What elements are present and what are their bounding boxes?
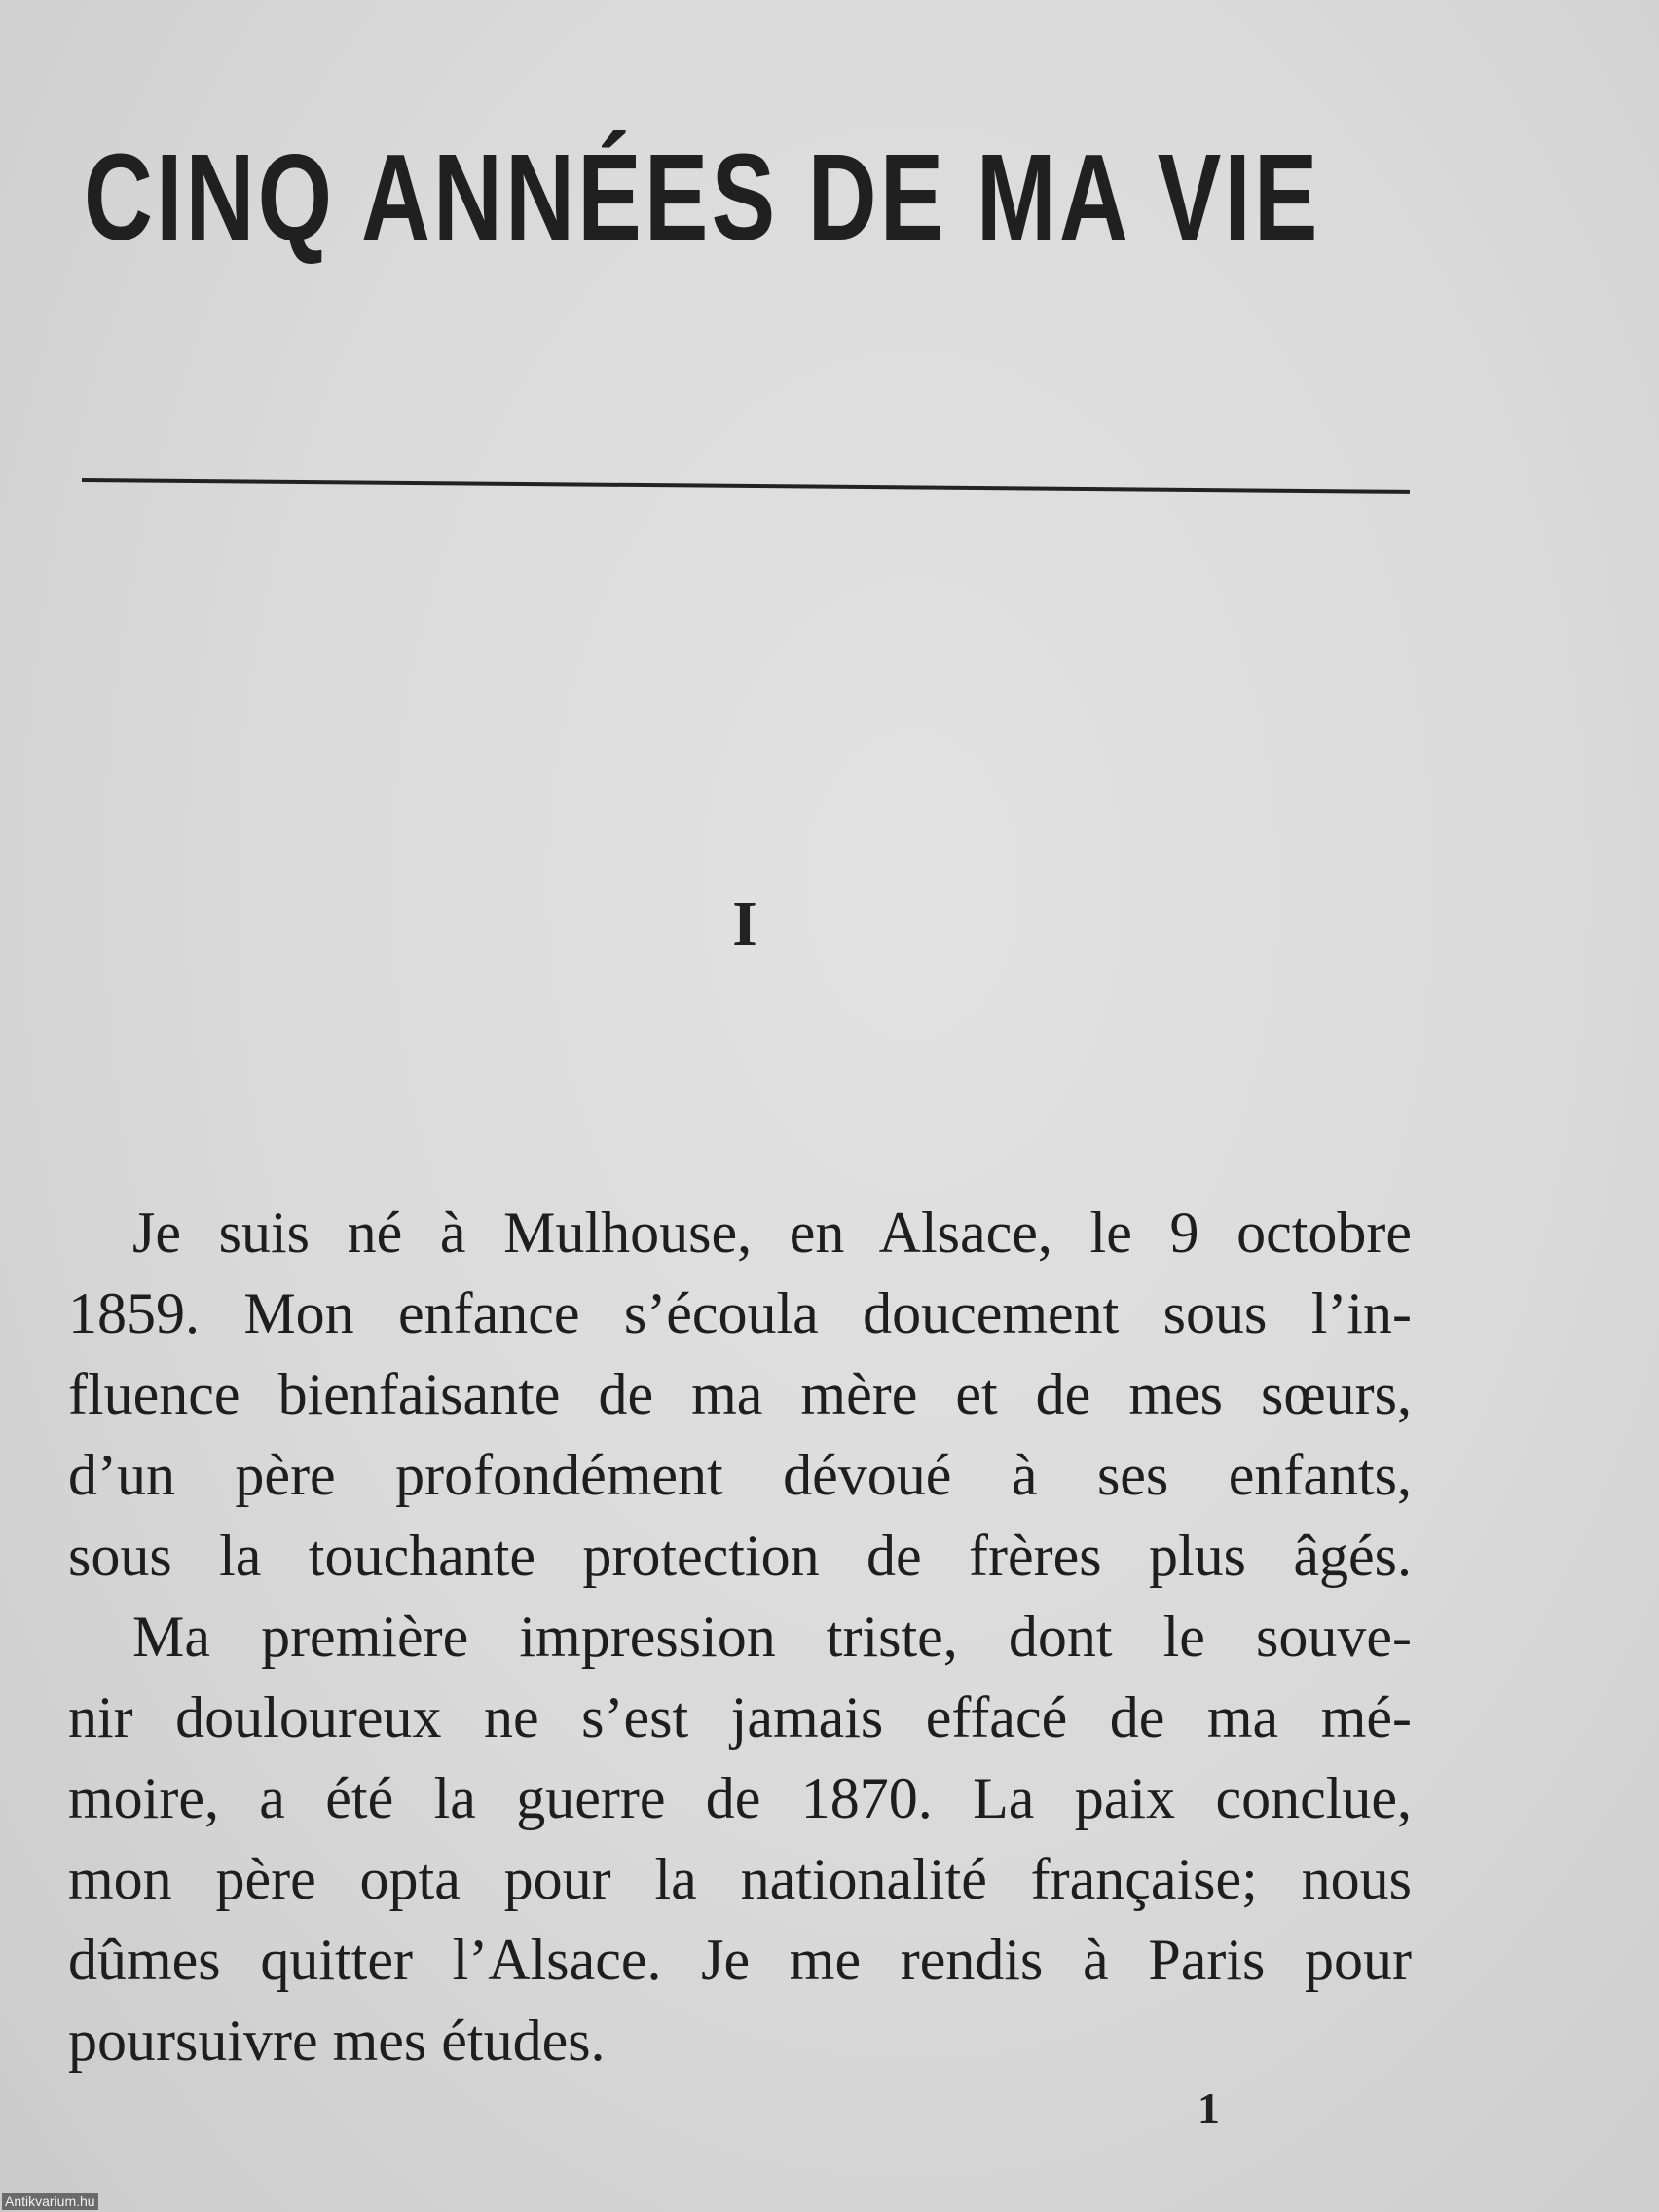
text-line: sous la touchante protection de frères plus âgés. bbox=[68, 1524, 1412, 1588]
text-line: moire, a été la guerre de 1870. La paix conclue, bbox=[68, 1766, 1412, 1830]
text-line: 1859. Mon enfance s’écoula doucement sous l’in- bbox=[68, 1281, 1412, 1346]
text-line: poursuivre mes études. bbox=[68, 2009, 606, 2073]
text-line: fluence bienfaisante de ma mère et de mes sœurs, bbox=[68, 1362, 1412, 1426]
watermark: Antikvarium.hu bbox=[2, 2193, 98, 2210]
title-rule bbox=[82, 478, 1410, 494]
text-line: dûmes quitter l’Alsace. Je me rendis à Paris pour bbox=[68, 1928, 1412, 1992]
text-line: d’un père profondément dévoué à ses enfants, bbox=[68, 1443, 1412, 1507]
chapter-number: I bbox=[732, 889, 757, 960]
text-line: mon père opta pour la nationalité française; nous bbox=[68, 1847, 1412, 1911]
body-text bbox=[68, 1193, 1412, 2082]
text-line: Je suis né à Mulhouse, en Alsace, le 9 octobre bbox=[132, 1200, 1412, 1265]
text-line: nir douloureux ne s’est jamais effacé de ma mé- bbox=[68, 1685, 1412, 1750]
text-line: Ma première impression triste, dont le souve- bbox=[132, 1604, 1412, 1669]
page-title: CINQ ANNÉES DE MA VIE bbox=[84, 129, 1321, 266]
page-number: 1 bbox=[1198, 2083, 1220, 2133]
